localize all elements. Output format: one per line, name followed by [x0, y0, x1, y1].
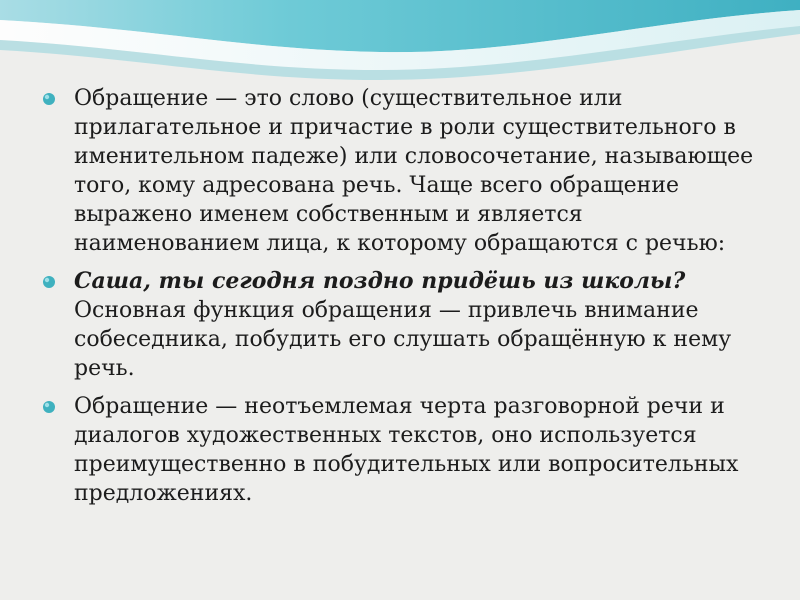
bullet-item-definition [42, 84, 762, 258]
bullet-text: Обращение — это слово (существительное или прилагательное и причастие в роли существительного в именительном падеже) или словосочетание, называющее того, кому адресована речь. Чаще всего обращение выражено именем собственным и является наименованием лица, к которому обращаются с речью: [74, 86, 754, 256]
bullet-text: Обращение — неотъемлемая черта разговорной речи и диалогов художественных текстов, оно используется преимущественно в побудительных или вопросительных предложениях. [74, 394, 739, 506]
teal-circle-bullet-icon [42, 400, 56, 414]
teal-circle-bullet-icon [42, 92, 56, 106]
example-sentence: Саша, ты сегодня поздно придёшь из школы? [74, 268, 686, 294]
teal-circle-bullet-icon [42, 275, 56, 289]
bullet-item-usage [42, 392, 762, 508]
bullet-list [42, 84, 762, 517]
bullet-text: Основная функция обращения — привлечь внимание собеседника, побудить его слушать обращённую к нему речь. [74, 298, 732, 381]
decorative-wave-header [0, 0, 800, 90]
bullet-item-example [42, 267, 762, 383]
